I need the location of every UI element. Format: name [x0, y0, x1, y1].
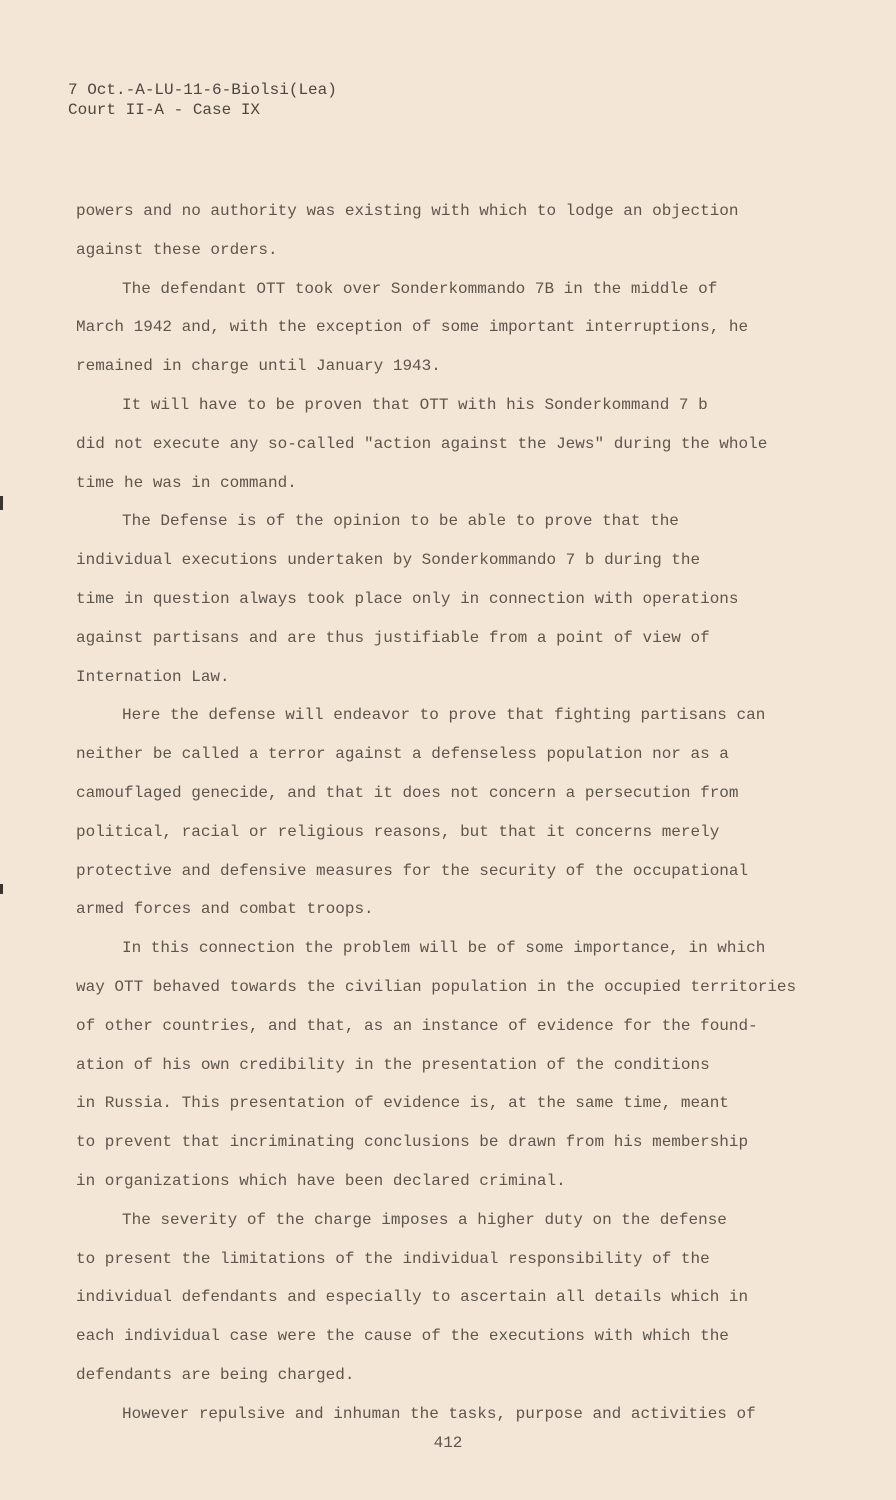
- text-line: in Russia. This presentation of evidence is, at the same time, meant: [76, 1094, 729, 1113]
- text-line: camouflaged genecide, and that it does not concern a persecution from: [76, 783, 739, 802]
- text-line: remained in charge until January 1943.: [76, 357, 441, 376]
- text-line: in organizations which have been declared criminal.: [76, 1171, 566, 1190]
- text-line: did not execute any so-called "action against the Jews" during the whole: [76, 434, 768, 453]
- text-line: In this connection the problem will be of some importance, in which: [122, 939, 766, 958]
- text-line: powers and no authority was existing with which to lodge an objection: [76, 202, 739, 220]
- text-line: political, racial or religious reasons, but that it concerns merely: [76, 822, 720, 841]
- text-line: defendants are being charged.: [76, 1365, 355, 1384]
- header-court: Court II-A - Case IX: [68, 101, 261, 119]
- text-line: each individual case were the cause of the executions with which the: [76, 1327, 729, 1346]
- page-number: 412: [433, 1434, 463, 1452]
- text-line: individual executions undertaken by Sonderkommando 7 b during the: [76, 551, 701, 570]
- scan-edge-mark: [0, 884, 3, 894]
- text-line: against these orders.: [76, 240, 278, 259]
- text-line: to present the limitations of the individual responsibility of the: [76, 1249, 710, 1268]
- text-line: It will have to be proven that OTT with his Sonderkommand 7 b: [122, 395, 708, 414]
- text-line: neither be called a terror against a defenseless population nor as a: [76, 745, 729, 764]
- text-line: against partisans and are thus justifiable from a point of view of: [76, 628, 710, 647]
- text-line: March 1942 and, with the exception of some important interruptions, he: [76, 318, 749, 337]
- text-line: protective and defensive measures for the security of the occupational: [76, 861, 749, 880]
- text-line: time in question always took place only in connection with operations: [76, 589, 739, 608]
- text-line: Here the defense will endeavor to prove that fighting partisans can: [122, 706, 766, 725]
- text-line: However repulsive and inhuman the tasks, purpose and activities of: [122, 1404, 756, 1423]
- text-line: The Defense is of the opinion to be able to prove that the: [122, 512, 679, 531]
- text-line: The severity of the charge imposes a higher duty on the defense: [122, 1210, 727, 1229]
- text-line: ation of his own credibility in the presentation of the conditions: [76, 1055, 710, 1074]
- text-line: Internation Law.: [76, 667, 230, 686]
- scan-edge-mark: [0, 496, 3, 510]
- header-reference: 7 Oct.-A-LU-11-6-Biolsi(Lea): [68, 81, 337, 99]
- document-header: [68, 80, 337, 120]
- text-line: The defendant OTT took over Sonderkommando 7B in the middle of: [122, 279, 718, 298]
- body-text: [76, 192, 796, 1434]
- text-line: to prevent that incriminating conclusions be drawn from his membership: [76, 1133, 749, 1152]
- text-line: armed forces and combat troops.: [76, 900, 374, 919]
- text-line: individual defendants and especially to ascertain all details which in: [76, 1288, 749, 1307]
- text-line: time he was in command.: [76, 473, 297, 492]
- text-line: of other countries, and that, as an instance of evidence for the found-: [76, 1016, 758, 1035]
- text-line: way OTT behaved towards the civilian population in the occupied territories: [76, 977, 797, 996]
